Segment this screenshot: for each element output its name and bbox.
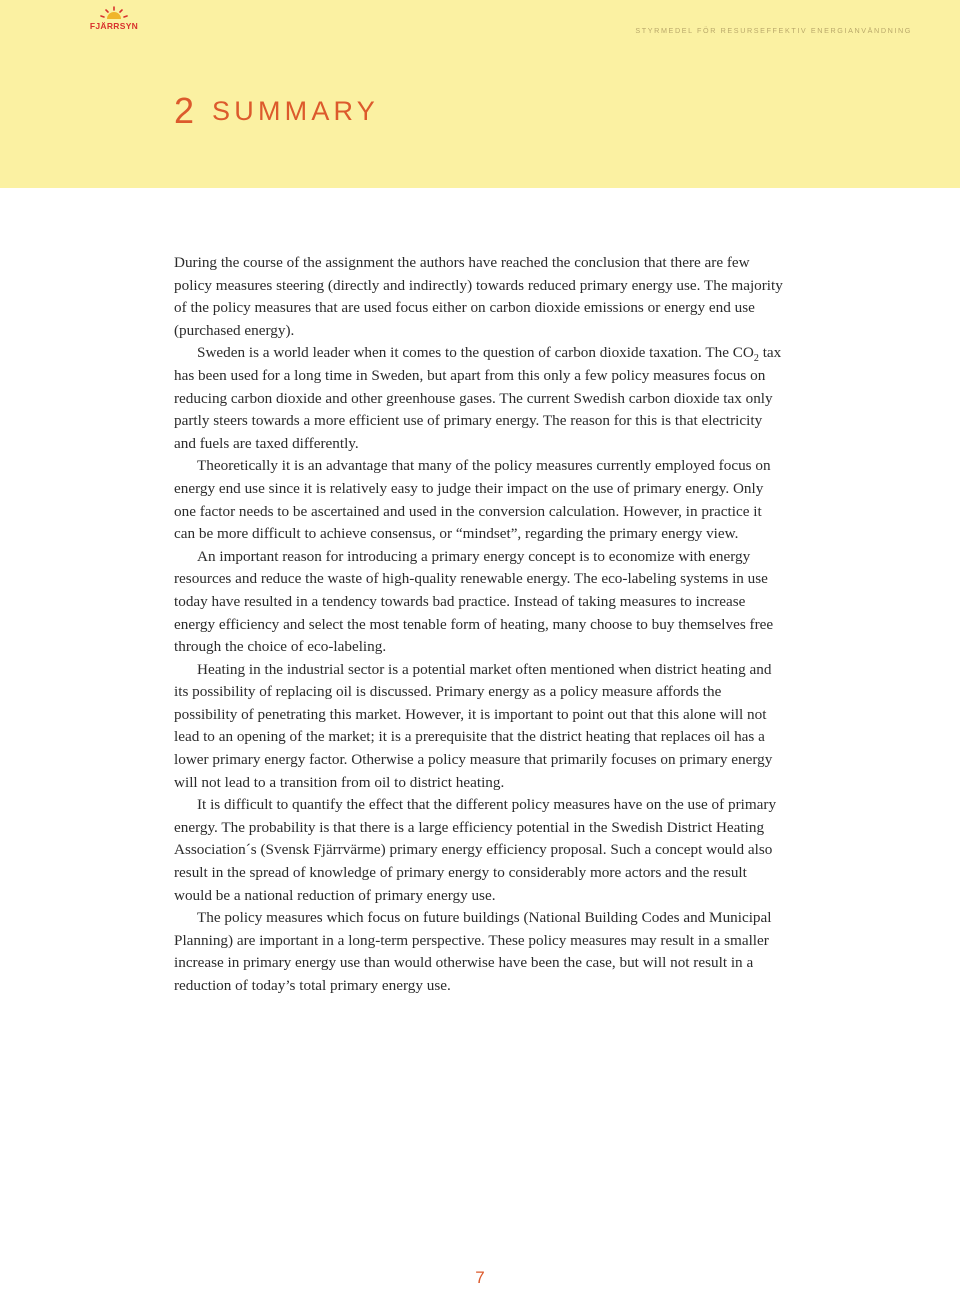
sun-logo-icon — [96, 6, 132, 22]
paragraph-3-text: Theoretically it is an advantage that many of the policy measures currently employed focus on energy end use since it is relatively easy to judge their impact on the use of primary energy. Only one factor needs to be ascertained and used in the conversion calculation. However, in practice it can be more difficult to achieve consensus, or “mindset”, regarding the primary energy view. — [174, 457, 771, 543]
paragraph-4 — [174, 546, 786, 659]
paragraph-7-text: The policy measures which focus on future buildings (National Building Codes and Municipal Planning) are important in a long-term perspective. These policy measures may result in a smaller increase in primary energy use than would otherwise have been the case, but will not result in a reduction of today’s total primary energy use. — [174, 909, 772, 994]
paragraph-5-text: Heating in the industrial sector is a potential market often mentioned when district heating and its possibility of replacing oil is discussed. Primary energy as a policy measure affords the possibility of penetrating this market. However, it is important to point out that this alone will not lead to an opening of the market; it is a prerequisite that the district heating that replaces oil has a lower primary energy factor. Otherwise a policy measure that primarily focuses on primary energy will not lead to a transition from oil to district heating. — [174, 660, 773, 791]
paragraph-6-text: It is difficult to quantify the effect that the different policy measures have on the use of primary energy. The probability is that there is a large efficiency potential in the Swedish District Heating Association´s (Svensk Fjärrvärme) primary energy efficiency proposal. Such a concept would also result in the spread of knowledge of primary energy to considerably more actors and the result would be a national reduction of primary energy use. — [174, 796, 777, 904]
co2-subscript: 2 — [753, 353, 759, 365]
chapter-title: SUMMARY — [212, 96, 379, 126]
logo-text: FJÄRRSYN — [89, 21, 139, 31]
paragraph-2-text-b: tax has been used for a long time in Sweden, but apart from this only a few policy measures focus on reducing carbon dioxide and other greenhouse gases. The current Swedish carbon dioxide tax only partly steers towards a more efficient use of primary energy. The reason for this is that electricity and fuels are taxed differently. — [174, 344, 782, 452]
paragraph-5 — [174, 659, 786, 795]
paragraph-4-text: An important reason for introducing a primary energy concept is to economize with energy resources and reduce the waste of high-quality renewable energy. The eco-labeling systems in use today have resulted in a tendency towards bad practice. Instead of taking measures to increase energy efficiency and select the most tenable form of heating, many choose to buy themselves free through the choice of eco-labeling. — [174, 547, 774, 656]
fjarrsyn-logo — [84, 6, 144, 36]
paragraph-2-text-a: Sweden is a world leader when it comes to the question of carbon dioxide taxation. The CO — [197, 344, 754, 362]
paragraph-2 — [174, 342, 786, 455]
page-number: 7 — [475, 1268, 485, 1287]
paragraph-7 — [174, 907, 786, 997]
paragraph-1-text: During the course of the assignment the authors have reached the conclusion that there are few policy measures steering (directly and indirectly) towards reduced primary energy use. The majority of the policy measures that are used focus either on carbon dioxide emissions or energy end use (purchased energy). — [174, 254, 783, 339]
paragraph-3 — [174, 455, 786, 545]
chapter-heading — [174, 90, 379, 132]
chapter-number: 2 — [174, 90, 195, 131]
paragraph-6 — [174, 794, 786, 907]
paragraph-1 — [174, 252, 786, 342]
running-head: STYRMEDEL FÖR RESURSEFFEKTIV ENERGIANVÄNDNING — [635, 26, 912, 35]
summary-body — [174, 252, 786, 998]
